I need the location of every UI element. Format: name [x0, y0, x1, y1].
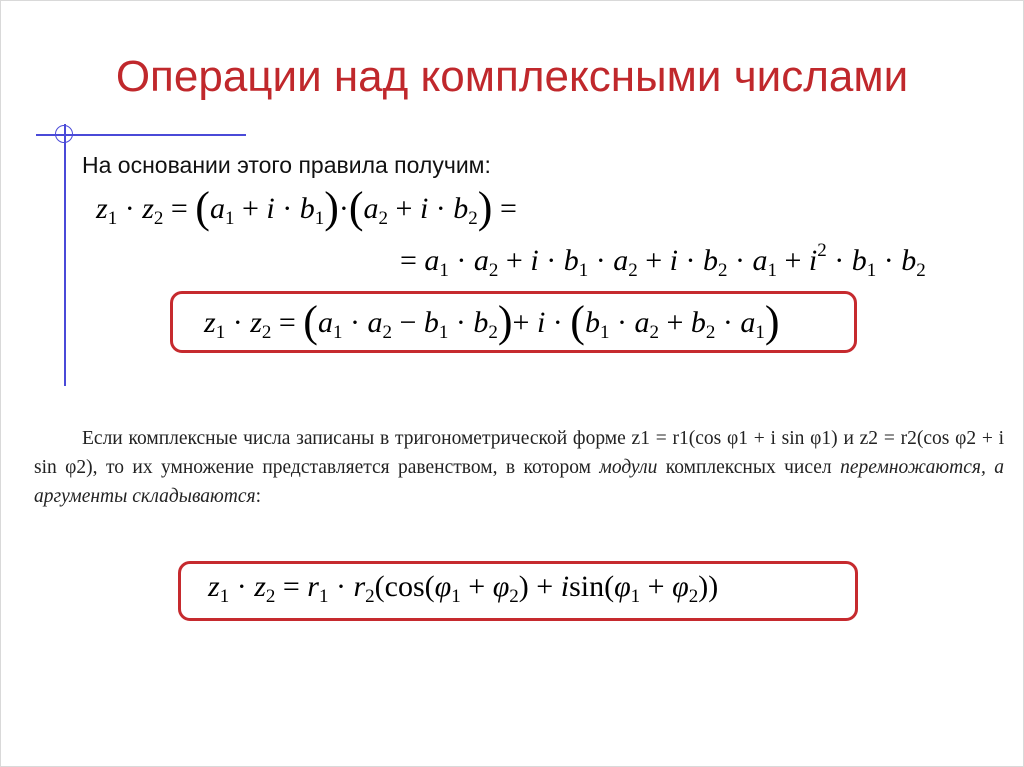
paragraph-text-1: Если комплексные числа записаны в тригонометрической форме — [82, 428, 626, 449]
paragraph-text-3: то их умножение представляется равенством, в котором — [105, 457, 591, 478]
paragraph-formula-1: z1 = r1(cos φ1 + i sin φ1) — [631, 428, 838, 449]
equation-product-expansion: $z_1 \cdot z_2 = (a_1 + i \cdot b_1)\cdot(a_2 + i \cdot b_2)$ = — [96, 183, 517, 232]
paragraph-italic-rule: перемножаются, а аргументы складываются — [34, 457, 1005, 507]
paragraph-formula-2: z2 = r2(cos φ2 + i sin φ2), — [34, 428, 1005, 478]
paragraph-text-5: : — [255, 486, 261, 507]
paragraph-italic-moduli: модули — [599, 457, 658, 478]
intro-text: На основании этого правила получим: — [82, 152, 491, 178]
decorative-circle — [55, 125, 73, 143]
equation-algebraic-product: $z_1 \cdot z_2 = (a_1 \cdot a_2 - b_1 \cdot b_2)+ i \cdot (b_1 \cdot a_2 + b_2 \cdot a_1)$ — [204, 297, 780, 346]
paragraph-text-4: комплексных чисел — [665, 457, 832, 478]
slide-title: Операции над комплексными числами — [115, 52, 909, 101]
equation-expanded-terms: = $a_1 \cdot a_2 + i \cdot b_1 \cdot a_2 + i \cdot b_2 \cdot a_1 + i^2 \cdot b_1 \cdot b_2$ — [400, 240, 926, 281]
paragraph-text-2: и — [843, 428, 854, 449]
trig-form-paragraph — [34, 424, 1004, 511]
equation-trig-product: $z_1 \cdot z_2 = r_1 \cdot r_2(\cos(\varphi_1 + \varphi_2) + isin(\varphi_1 + \varphi_2))$ — [208, 570, 719, 607]
decorative-vertical-line — [64, 124, 66, 386]
